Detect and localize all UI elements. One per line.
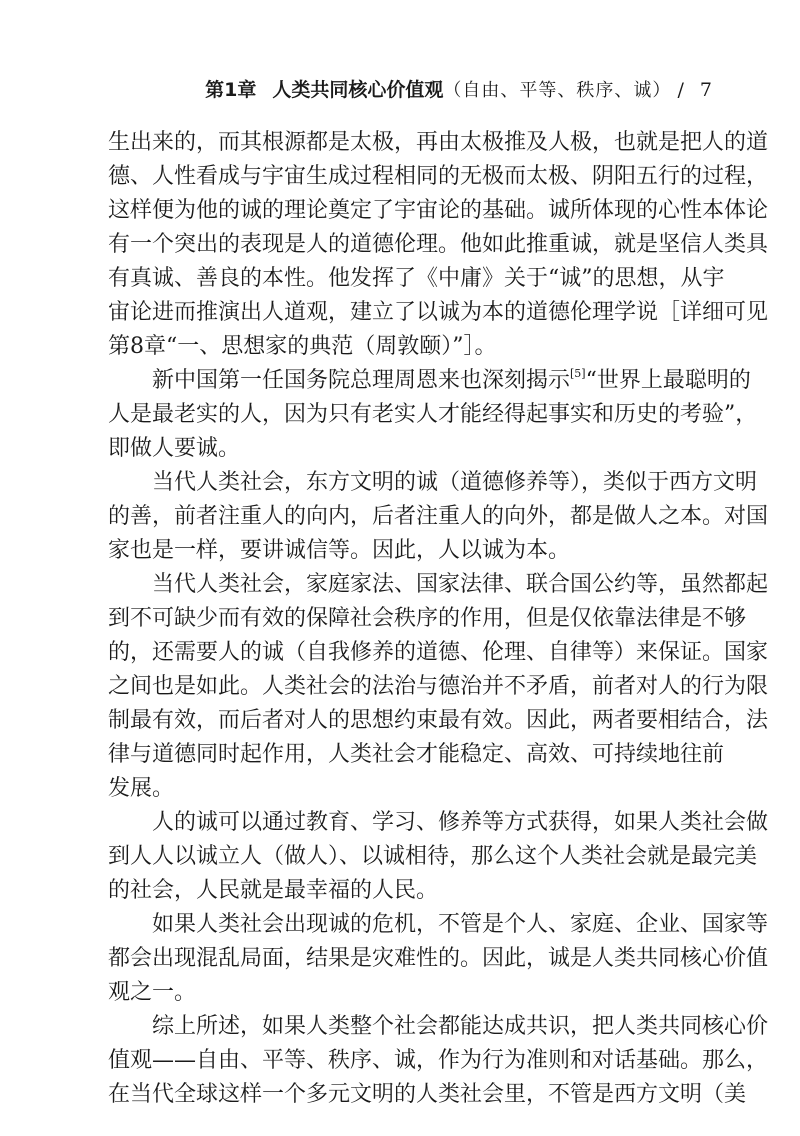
text-line: 制最有效，而后者对人的思想约束最有效。因此，两者要相结合，法 bbox=[108, 708, 769, 733]
chapter-subtitle: （自由、平等、秩序、诚） bbox=[443, 80, 672, 101]
text-line: 都会出现混乱局面，结果是灾难性的。因此，诚是人类共同核心价值 bbox=[108, 946, 769, 971]
text-line: 即做人要诚。 bbox=[108, 436, 241, 461]
text-line: 宙论进而推演出人道观，建立了以诚为本的道德伦理学说［详细可见 bbox=[108, 300, 769, 325]
text-line bbox=[108, 364, 751, 398]
text-line: 当代人类社会，东方文明的诚（道德修养等），类似于西方文明 bbox=[152, 470, 758, 495]
text-line: 人的诚可以通过教育、学习、修养等方式获得，如果人类社会做 bbox=[152, 810, 769, 835]
text-line: 综上所述，如果人类整个社会都能达成共识，把人类共同核心价 bbox=[152, 1014, 769, 1039]
text-segment: “世界上最聪明的 bbox=[585, 368, 751, 393]
text-line: 人是最老实的人，因为只有老实人才能经得起事实和历史的考验”， bbox=[108, 402, 758, 427]
body-text bbox=[108, 126, 769, 1112]
text-line: 之间也是如此。人类社会的法治与德治并不矛盾，前者对人的行为限 bbox=[108, 674, 769, 699]
text-line: 有一个突出的表现是人的道德伦理。他如此推重诚，就是坚信人类具 bbox=[108, 232, 769, 257]
citation-mark: [5] bbox=[570, 367, 586, 380]
text-line: 在当代全球这样一个多元文明的人类社会里，不管是西方文明（美 bbox=[108, 1082, 747, 1107]
page-number: 7 bbox=[699, 79, 712, 101]
text-line: 生出来的，而其根源都是太极，再由太极推及人极，也就是把人的道 bbox=[108, 130, 769, 155]
text-line: 有真诚、善良的本性。他发挥了《中庸》关于“诚”的思想，从宇 bbox=[108, 266, 725, 291]
text-line: 到不可缺少而有效的保障社会秩序的作用，但是仅依靠法律是不够 bbox=[108, 606, 747, 631]
text-line: 值观——自由、平等、秩序、诚，作为行为准则和对话基础。那么， bbox=[108, 1048, 769, 1073]
text-line: 律与道德同时起作用，人类社会才能稳定、高效、可持续地往前 bbox=[108, 742, 725, 767]
text-line: 到人人以诚立人（做人）、以诚相待，那么这个人类社会就是最完美 bbox=[108, 844, 758, 869]
text-line: 德、人性看成与宇宙生成过程相同的无极而太极、阴阳五行的过程， bbox=[108, 164, 769, 189]
text-line: 家也是一样，要讲诚信等。因此，人以诚为本。 bbox=[108, 538, 571, 563]
text-line: 如果人类社会出现诚的危机，不管是个人、家庭、企业、国家等 bbox=[152, 912, 769, 937]
text-line: 当代人类社会，家庭家法、国家法律、联合国公约等，虽然都起 bbox=[152, 572, 769, 597]
text-line: 发展。 bbox=[108, 776, 175, 801]
header-separator: / bbox=[677, 79, 684, 101]
text-line: 观之一。 bbox=[108, 980, 197, 1005]
text-line: 的社会，人民就是最幸福的人民。 bbox=[108, 878, 439, 903]
chapter-number: 第1章 bbox=[205, 79, 257, 101]
running-header bbox=[0, 78, 712, 103]
text-line: 这样便为他的诚的理论奠定了宇宙论的基础。诚所体现的心性本体论 bbox=[108, 198, 769, 223]
chapter-title: 人类共同核心价值观 bbox=[272, 79, 444, 101]
text-line: 的善，前者注重人的向内，后者注重人的向外，都是做人之本。对国 bbox=[108, 504, 769, 529]
text-segment: 新中国第一任国务院总理周恩来也深刻揭示 bbox=[152, 368, 571, 393]
text-line: 的，还需要人的诚（自我修养的道德、伦理、自律等）来保证。国家 bbox=[108, 640, 769, 665]
text-line: 第8章“一、思想家的典范（周敦颐）”］。 bbox=[108, 334, 497, 359]
